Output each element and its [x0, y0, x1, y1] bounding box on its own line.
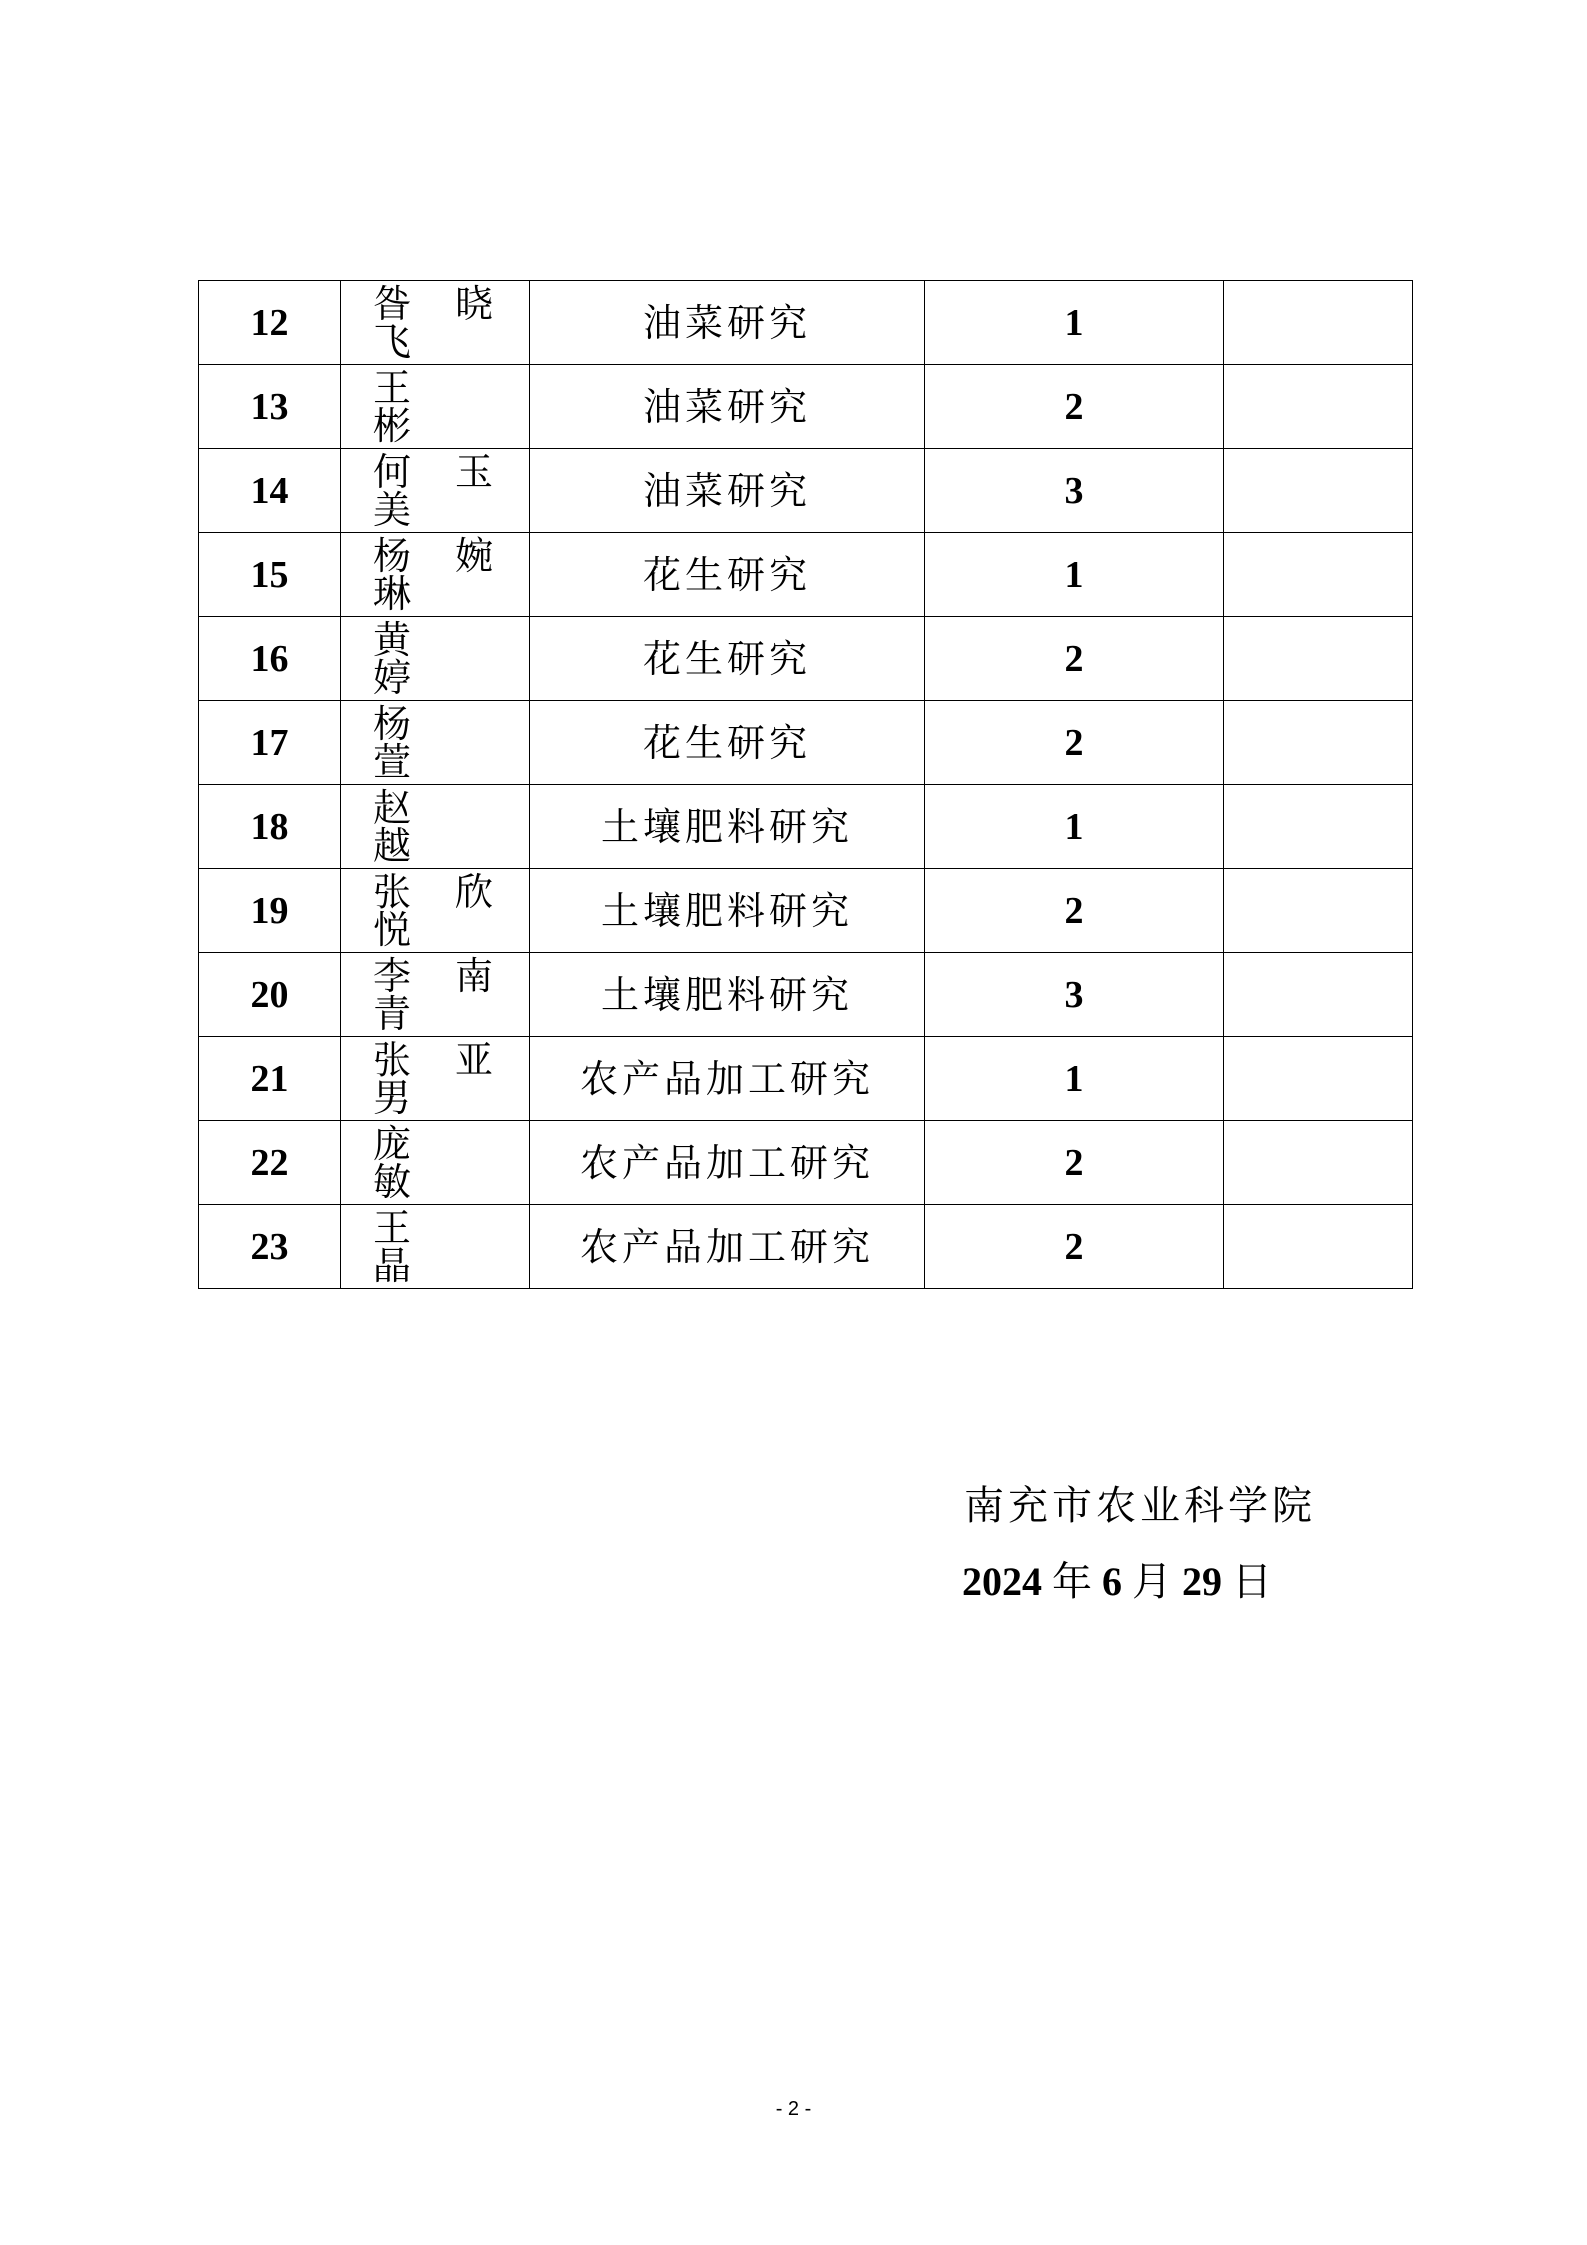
person-name: 黄 婷 — [373, 617, 458, 700]
date-month-unit: 月 — [1132, 1559, 1172, 1605]
person-name-cell — [341, 701, 530, 785]
person-name-cell — [341, 953, 530, 1037]
row-number-cell: 23 — [199, 1205, 341, 1289]
person-name-cell — [341, 365, 530, 449]
signature-date — [962, 1550, 1282, 1607]
row-number-cell: 13 — [199, 365, 341, 449]
row-number-cell: 15 — [199, 533, 341, 617]
research-field-cell: 油菜研究 — [530, 365, 925, 449]
row-number-cell: 14 — [199, 449, 341, 533]
person-name: 庞 敏 — [373, 1121, 458, 1204]
remarks-cell — [1224, 1121, 1413, 1205]
rank-cell: 1 — [925, 533, 1224, 617]
remarks-cell — [1224, 953, 1413, 1037]
date-day-unit: 日 — [1232, 1559, 1272, 1605]
table-row — [199, 1121, 1413, 1205]
research-field-cell: 农产品加工研究 — [530, 1121, 925, 1205]
remarks-cell — [1224, 1205, 1413, 1289]
person-name-cell — [341, 533, 530, 617]
research-field-cell: 农产品加工研究 — [530, 1037, 925, 1121]
person-name: 王 彬 — [373, 365, 458, 448]
table-row — [199, 281, 1413, 365]
research-field-cell: 土壤肥料研究 — [530, 953, 925, 1037]
row-number-cell: 20 — [199, 953, 341, 1037]
table-row — [199, 533, 1413, 617]
remarks-cell — [1224, 869, 1413, 953]
rank-cell: 2 — [925, 1121, 1224, 1205]
rank-cell: 2 — [925, 869, 1224, 953]
person-name: 王 晶 — [373, 1205, 458, 1288]
remarks-cell — [1224, 1037, 1413, 1121]
person-name: 张欣悦 — [373, 869, 497, 952]
research-field-cell: 土壤肥料研究 — [530, 869, 925, 953]
person-name-cell — [341, 1121, 530, 1205]
remarks-cell — [1224, 533, 1413, 617]
rank-cell: 3 — [925, 953, 1224, 1037]
person-name: 李南青 — [373, 953, 497, 1036]
rank-cell: 2 — [925, 1205, 1224, 1289]
row-number-cell: 17 — [199, 701, 341, 785]
roster-table — [198, 280, 1413, 1289]
table-row — [199, 1205, 1413, 1289]
person-name-cell — [341, 281, 530, 365]
rank-cell: 1 — [925, 281, 1224, 365]
table-row — [199, 365, 1413, 449]
person-name-cell — [341, 449, 530, 533]
research-field-cell: 花生研究 — [530, 701, 925, 785]
rank-cell: 2 — [925, 365, 1224, 449]
rank-cell: 2 — [925, 617, 1224, 701]
person-name: 何玉美 — [373, 449, 497, 532]
date-year-unit: 年 — [1052, 1559, 1092, 1605]
signature-organization: 南充市农业科学院 — [964, 1483, 1316, 1529]
row-number-cell: 16 — [199, 617, 341, 701]
table-row — [199, 701, 1413, 785]
person-name-cell — [341, 785, 530, 869]
row-number-cell: 12 — [199, 281, 341, 365]
date-day: 29 — [1182, 1559, 1222, 1604]
row-number-cell: 18 — [199, 785, 341, 869]
roster-table-body — [199, 281, 1413, 1289]
person-name: 张亚男 — [373, 1037, 497, 1120]
person-name-cell — [341, 1205, 530, 1289]
remarks-cell — [1224, 281, 1413, 365]
table-row — [199, 1037, 1413, 1121]
table-row — [199, 785, 1413, 869]
row-number-cell: 19 — [199, 869, 341, 953]
research-field-cell: 花生研究 — [530, 533, 925, 617]
person-name-cell — [341, 1037, 530, 1121]
person-name: 昝晓飞 — [373, 281, 497, 364]
remarks-cell — [1224, 365, 1413, 449]
person-name-cell — [341, 869, 530, 953]
page-number: - 2 - — [775, 2098, 812, 2120]
row-number-cell: 21 — [199, 1037, 341, 1121]
remarks-cell — [1224, 617, 1413, 701]
table-row — [199, 869, 1413, 953]
remarks-cell — [1224, 701, 1413, 785]
date-year: 2024 — [962, 1559, 1042, 1604]
research-field-cell: 农产品加工研究 — [530, 1205, 925, 1289]
date-month: 6 — [1102, 1559, 1122, 1604]
research-field-cell: 油菜研究 — [530, 449, 925, 533]
person-name: 赵 越 — [373, 785, 458, 868]
research-field-cell: 油菜研究 — [530, 281, 925, 365]
rank-cell: 2 — [925, 701, 1224, 785]
research-field-cell: 土壤肥料研究 — [530, 785, 925, 869]
remarks-cell — [1224, 449, 1413, 533]
row-number-cell: 22 — [199, 1121, 341, 1205]
rank-cell: 3 — [925, 449, 1224, 533]
rank-cell: 1 — [925, 1037, 1224, 1121]
person-name: 杨婉琳 — [373, 533, 497, 616]
table-row — [199, 617, 1413, 701]
remarks-cell — [1224, 785, 1413, 869]
table-row — [199, 953, 1413, 1037]
research-field-cell: 花生研究 — [530, 617, 925, 701]
person-name: 杨 萱 — [373, 701, 458, 784]
table-row — [199, 449, 1413, 533]
rank-cell: 1 — [925, 785, 1224, 869]
person-name-cell — [341, 617, 530, 701]
